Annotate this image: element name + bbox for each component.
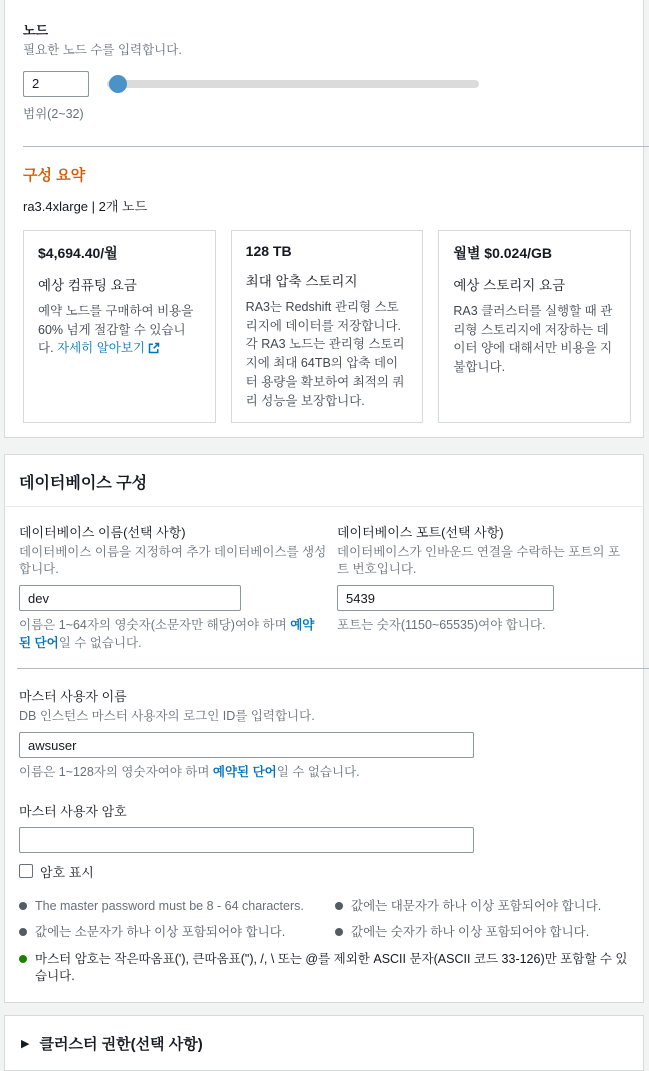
database-name-hint: 이름은 1~64자의 영숫자(소문자만 해당)여야 하며 예약된 단어일 수 없습니다. xyxy=(19,618,315,650)
master-username-input[interactable] xyxy=(19,732,474,758)
password-rule: 값에는 대문자가 하나 이상 포함되어야 합니다. xyxy=(335,898,629,916)
storage-price-body: RA3 클러스터를 실행할 때 관리형 스토리지에 저장하는 데이터 양에 대해서만 비용을 지불합니다. xyxy=(453,303,613,375)
master-username-label: 마스터 사용자 이름 xyxy=(19,689,127,705)
database-port-input[interactable] xyxy=(337,585,554,611)
summary-subtitle: ra3.4xlarge | 2개 노드 xyxy=(23,198,148,214)
rule-bullet-icon xyxy=(335,902,343,910)
node-count-slider[interactable] xyxy=(107,75,479,93)
master-username-description: DB 인스턴스 마스터 사용자의 로그인 ID를 입력합니다. xyxy=(19,709,315,724)
database-port-field xyxy=(337,522,629,652)
password-rule-satisfied: 마스터 암호는 작은따옴표('), 큰따옴표("), /, \ 또는 @를 제외한 ASCII 문자(ASCII 코드 33-126)만 포함할 수 있습니다. xyxy=(19,951,629,986)
password-rule: The master password must be 8 - 64 characters. xyxy=(19,898,335,916)
database-port-hint: 포트는 숫자(1150~65535)여야 합니다. xyxy=(337,618,546,633)
rule-bullet-icon xyxy=(335,928,343,936)
master-password-label: 마스터 사용자 암호 xyxy=(19,803,127,819)
master-password-input[interactable] xyxy=(19,827,474,853)
node-label: 노드 xyxy=(23,23,49,38)
field-divider xyxy=(17,668,649,669)
master-username-field xyxy=(19,686,629,781)
summary-cards xyxy=(23,230,631,424)
storage-price-title: 예상 스토리지 요금 xyxy=(453,277,566,293)
cluster-permissions-panel xyxy=(4,1015,644,1071)
database-port-description: 데이터베이스가 인바운드 연결을 수락하는 포트의 포트 번호입니다. xyxy=(337,545,621,577)
cluster-permissions-title: 클러스터 권한(선택 사항) xyxy=(39,1035,203,1053)
database-name-field xyxy=(19,522,337,652)
storage-price-card xyxy=(438,230,631,424)
storage-price-value: 월별 $0.024/GB xyxy=(453,244,552,261)
database-name-input[interactable] xyxy=(19,585,241,611)
master-password-field xyxy=(19,801,629,881)
node-panel xyxy=(4,0,644,438)
compute-price-body xyxy=(38,302,201,360)
database-config-panel xyxy=(4,454,644,1002)
rule-bullet-icon xyxy=(19,955,27,963)
password-rules xyxy=(19,898,629,986)
storage-capacity-card xyxy=(231,230,424,424)
node-description: 필요한 노드 수를 입력합니다. xyxy=(23,43,182,57)
node-count-input[interactable] xyxy=(23,71,89,97)
compute-price-card xyxy=(23,230,216,424)
database-config-header xyxy=(5,455,643,507)
external-link-icon xyxy=(148,341,160,360)
master-username-hint: 이름은 1~128자의 영숫자여야 하며 예약된 단어일 수 없습니다. xyxy=(19,765,360,779)
rule-bullet-icon xyxy=(19,902,27,910)
rule-bullet-icon xyxy=(19,928,27,936)
reserved-words-link[interactable]: 예약된 단어 xyxy=(19,618,315,650)
show-password-label: 암호 표시 xyxy=(40,864,94,880)
learn-more-link[interactable]: 자세히 알아보기 xyxy=(57,341,160,355)
database-config-title: 데이터베이스 구성 xyxy=(19,475,148,493)
password-rule: 값에는 숫자가 하나 이상 포함되어야 합니다. xyxy=(335,924,629,942)
expand-caret-icon[interactable]: ▶ xyxy=(21,1037,30,1050)
cluster-permissions-header[interactable] xyxy=(5,1016,643,1070)
compute-price-value: $4,694.40/월 xyxy=(38,244,118,261)
storage-capacity-body: RA3는 Redshift 관리형 스토리지에 데이터를 저장합니다. 각 RA3 노드는 관리형 스토리지에 최대 64TB의 압축 데이터 용량을 확보하여 최적의 쿼리 성능을 보장합니다. xyxy=(245,299,405,408)
database-port-label: 데이터베이스 포트(선택 사항) xyxy=(337,525,504,541)
compute-price-title: 예상 컴퓨팅 요금 xyxy=(38,277,137,293)
show-password-checkbox[interactable] xyxy=(19,864,33,878)
slider-handle[interactable] xyxy=(109,75,127,93)
database-name-description: 데이터베이스 이름을 지정하여 추가 데이터베이스를 생성합니다. xyxy=(19,545,327,577)
node-range-hint: 범위(2~32) xyxy=(23,106,84,121)
password-rule: 값에는 소문자가 하나 이상 포함되어야 합니다. xyxy=(19,924,335,942)
reserved-words-link[interactable]: 예약된 단어 xyxy=(212,765,277,779)
storage-capacity-title: 최대 압축 스토리지 xyxy=(245,273,358,289)
database-name-label: 데이터베이스 이름(선택 사항) xyxy=(19,525,186,541)
storage-capacity-value: 128 TB xyxy=(245,242,292,259)
summary-title: 구성 요약 xyxy=(23,166,86,184)
compute-price-text: 예약 노드를 구매하여 비용을 60% 넘게 절감할 수 있습니다. xyxy=(38,303,194,356)
slider-track[interactable] xyxy=(107,80,479,88)
section-divider xyxy=(23,146,649,147)
